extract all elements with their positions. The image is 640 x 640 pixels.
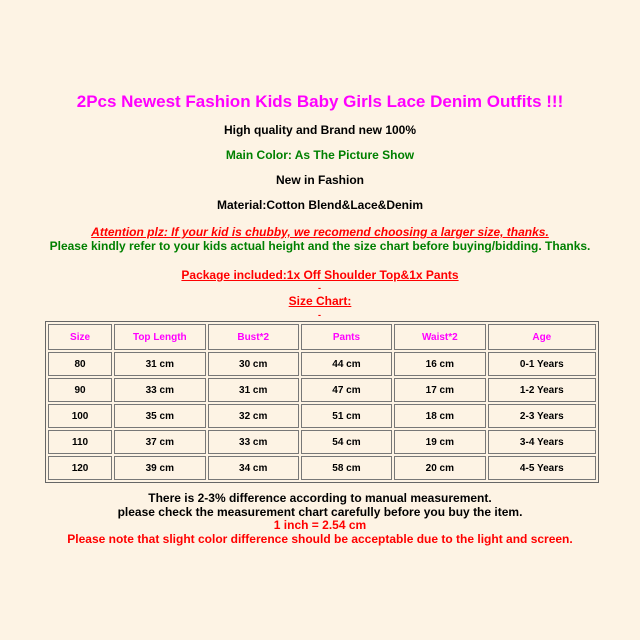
table-cell: 18 cm [394, 404, 486, 428]
table-cell: 30 cm [208, 352, 299, 376]
table-header-cell: Waist*2 [394, 324, 486, 350]
size-chart-table [45, 321, 599, 483]
table-header-row [48, 324, 596, 350]
size-chart-label: Size Chart: [288, 294, 352, 308]
table-header-cell: Bust*2 [208, 324, 299, 350]
main-color-text: Main Color: As The Picture Show [225, 148, 415, 162]
check-chart-note: please check the measurement chart carefully before you buy the item. [117, 505, 523, 519]
table-cell: 39 cm [114, 456, 205, 480]
table-row [48, 430, 596, 454]
table-cell: 44 cm [301, 352, 392, 376]
table-cell: 19 cm [394, 430, 486, 454]
decorative-tick: - [318, 310, 321, 320]
table-cell: 58 cm [301, 456, 392, 480]
table-cell: 33 cm [208, 430, 299, 454]
table-cell: 17 cm [394, 378, 486, 402]
table-cell: 100 [48, 404, 112, 428]
table-row [48, 378, 596, 402]
table-row [48, 352, 596, 376]
inch-conversion-note: 1 inch = 2.54 cm [273, 518, 367, 532]
size-advice-text: Please kindly refer to your kids actual height and the size chart before buying/bidding. Thanks. [49, 239, 591, 253]
decorative-tick: - [318, 283, 321, 293]
table-cell: 0-1 Years [488, 352, 596, 376]
table-cell: 90 [48, 378, 112, 402]
size-chart-body [48, 324, 596, 480]
package-included-text: Package included:1x Off Shoulder Top&1x Pants [181, 268, 459, 282]
table-cell: 120 [48, 456, 112, 480]
color-difference-note: Please note that slight color difference should be acceptable due to the light and screen. [67, 532, 573, 546]
table-header-cell: Pants [301, 324, 392, 350]
table-cell: 4-5 Years [488, 456, 596, 480]
quality-text: High quality and Brand new 100% [223, 123, 417, 137]
table-cell: 51 cm [301, 404, 392, 428]
table-cell: 2-3 Years [488, 404, 596, 428]
table-header-cell: Size [48, 324, 112, 350]
table-cell: 31 cm [114, 352, 205, 376]
material-text: Material:Cotton Blend&Lace&Denim [216, 198, 424, 212]
table-cell: 32 cm [208, 404, 299, 428]
table-cell: 110 [48, 430, 112, 454]
table-cell: 33 cm [114, 378, 205, 402]
table-row [48, 404, 596, 428]
table-cell: 20 cm [394, 456, 486, 480]
attention-notice: Attention plz: If your kid is chubby, we recomend choosing a larger size, thanks. [91, 225, 549, 239]
measurement-note: There is 2-3% difference according to manual measurement. [148, 491, 492, 505]
table-cell: 31 cm [208, 378, 299, 402]
table-cell: 34 cm [208, 456, 299, 480]
new-fashion-text: New in Fashion [275, 173, 364, 187]
table-cell: 1-2 Years [488, 378, 596, 402]
table-cell: 37 cm [114, 430, 205, 454]
table-cell: 16 cm [394, 352, 486, 376]
table-cell: 47 cm [301, 378, 392, 402]
table-row [48, 456, 596, 480]
table-cell: 80 [48, 352, 112, 376]
page-title: 2Pcs Newest Fashion Kids Baby Girls Lace Denim Outfits !!! [76, 92, 564, 111]
table-header-cell: Top Length [114, 324, 205, 350]
table-header-cell: Age [488, 324, 596, 350]
table-cell: 35 cm [114, 404, 205, 428]
table-cell: 54 cm [301, 430, 392, 454]
table-cell: 3-4 Years [488, 430, 596, 454]
